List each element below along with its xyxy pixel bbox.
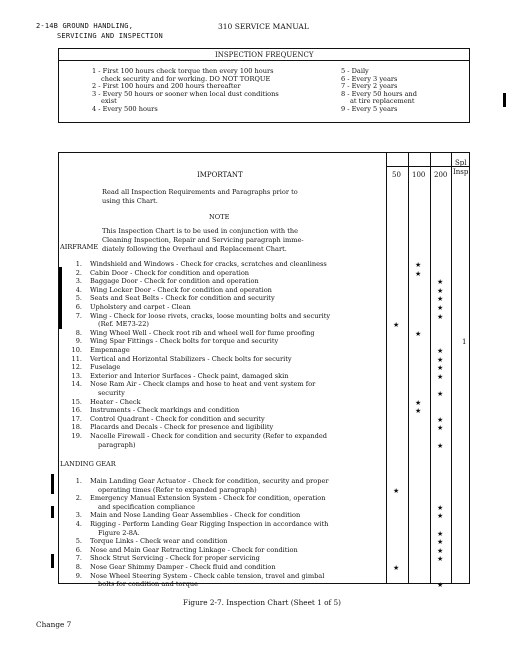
item-description: Upholstery and carpet - Clean — [90, 303, 191, 311]
item-number: 18. — [71, 423, 82, 432]
item-description: Main and Nose Landing Gear Assemblies - Check for condition — [90, 511, 301, 520]
frequency-item: 7 - Every 2 years — [341, 82, 398, 91]
item-number: 9. — [75, 337, 82, 346]
col-divider-200 — [430, 152, 431, 584]
frequency-item: 5 - Daily — [341, 67, 369, 75]
interval-mark-200: ★ — [437, 581, 444, 590]
item-number: 12. — [71, 363, 82, 372]
item-description: Nacelle Firewall - Check for condition and security (Refer to expanded — [90, 432, 327, 440]
item-number: 13. — [71, 371, 82, 380]
intro-line-2: using this Chart. — [102, 197, 158, 205]
item-description: and specification compliance — [98, 502, 196, 511]
interval-mark-50: ★ — [393, 564, 400, 572]
item-description: security — [98, 389, 125, 397]
frequency-item: 3 - Every 50 hours or sooner when local dust conditions — [92, 89, 279, 98]
interval-mark-200: ★ — [437, 304, 444, 312]
col-header-100: 100 — [412, 171, 426, 179]
interval-mark-50: ★ — [393, 486, 400, 495]
interval-mark-200: ★ — [437, 295, 444, 304]
col-header-spl: Spl — [455, 159, 467, 167]
interval-mark-200: ★ — [437, 415, 444, 424]
interval-mark-100: ★ — [415, 398, 422, 407]
interval-mark-200: ★ — [437, 441, 444, 450]
frequency-title: INSPECTION FREQUENCY — [215, 51, 314, 59]
item-description: Baggage Door - Check for condition and operation — [90, 277, 259, 286]
item-number: 3. — [75, 277, 82, 286]
item-description: Figure 2-8A. — [98, 528, 140, 537]
change-bar — [503, 93, 506, 107]
item-number: 16. — [71, 406, 82, 415]
note-line-3: diately following the Overhaul and Replacement Chart. — [102, 245, 287, 253]
item-number: 2. — [75, 268, 82, 277]
interval-mark-200: ★ — [437, 347, 444, 355]
item-description: Vertical and Horizontal Stabilizers - Check bolts for security — [90, 354, 292, 363]
item-number: 5. — [75, 537, 82, 546]
airframe-heading: AIRFRAME — [60, 243, 99, 251]
item-description: Wing Locker Door - Check for condition and operation — [90, 285, 272, 294]
change-bar — [51, 474, 54, 494]
item-number: 9. — [75, 571, 82, 580]
interval-mark-200: ★ — [437, 390, 444, 398]
col-header-200: 200 — [434, 171, 448, 179]
landing-gear-heading: LANDING GEAR — [60, 460, 116, 468]
item-number: 8. — [75, 328, 82, 337]
col-header-50: 50 — [392, 171, 401, 179]
frequency-item: at tire replacement — [350, 97, 415, 106]
item-description: Wing Wheel Well - Check root rib and wheel well for fume proofing — [90, 328, 315, 337]
interval-mark-50: ★ — [393, 321, 400, 330]
interval-mark-100: ★ — [415, 407, 422, 416]
item-description: bolts for condition and torque — [98, 580, 199, 589]
item-description: Main Landing Gear Actuator - Check for condition, security and proper — [90, 477, 329, 485]
item-number: 14. — [71, 380, 82, 389]
item-description: Torque Links - Check wear and condition — [90, 537, 228, 546]
item-description: Rigging - Perform Landing Gear Rigging Inspection in accordance with — [90, 520, 329, 528]
interval-mark-100: ★ — [415, 269, 422, 278]
col-divider-100 — [408, 152, 409, 584]
item-number: 7. — [75, 554, 82, 563]
interval-mark-200: ★ — [437, 278, 444, 287]
interval-mark-200: ★ — [437, 529, 444, 538]
col-divider-spl — [451, 152, 452, 584]
item-description: Control Quadrant - Check for condition and security — [90, 414, 265, 423]
item-description: Fuselage — [90, 363, 121, 372]
note-title: NOTE — [209, 213, 230, 221]
item-number: 4. — [75, 285, 82, 294]
item-number: 1. — [75, 260, 82, 268]
item-number: 6. — [75, 545, 82, 554]
item-number: 1. — [75, 477, 82, 485]
frequency-item: check security and for working. DO NOT TORQUE — [101, 74, 271, 83]
item-description: Cabin Door - Check for condition and operation — [90, 268, 250, 277]
item-description: Exterior and Interior Surfaces - Check paint, damaged skin — [90, 371, 289, 380]
item-number: 5. — [75, 294, 82, 303]
item-number: 3. — [75, 511, 82, 520]
interval-mark-200: ★ — [437, 546, 444, 555]
interval-mark-200: ★ — [437, 312, 444, 321]
interval-mark-200: ★ — [437, 538, 444, 547]
frequency-right-list — [341, 68, 417, 114]
interval-mark-200: ★ — [437, 424, 444, 433]
item-description: Wing - Check for loose rivets, cracks, loose mounting bolts and security — [90, 311, 331, 320]
footer-change: Change 7 — [36, 620, 72, 629]
figure-caption: Figure 2-7. Inspection Chart (Sheet 1 of 5) — [183, 598, 342, 607]
item-number: 6. — [75, 303, 82, 311]
frequency-item: 1 - First 100 hours check torque then every 100 hours — [92, 67, 274, 75]
page-reference — [36, 22, 133, 31]
frequency-title-divider — [58, 60, 470, 61]
special-inspection-code: 1 — [462, 338, 467, 347]
item-number: 10. — [71, 346, 82, 354]
item-description: operating times (Refer to expanded paragraph) — [98, 485, 257, 494]
item-description: Heater - Check — [90, 397, 141, 406]
item-description: (Ref. ME73-22) — [98, 320, 149, 329]
frequency-item: 6 - Every 3 years — [341, 74, 398, 83]
item-number: 8. — [75, 563, 82, 571]
interval-mark-200: ★ — [437, 355, 444, 364]
item-description: Nose Ram Air - Check clamps and hose to heat and vent system for — [90, 380, 316, 389]
col-divider-50 — [386, 152, 387, 584]
item-description: Empennage — [90, 346, 130, 354]
important-heading: IMPORTANT — [197, 171, 243, 179]
frequency-item: 4 - Every 500 hours — [92, 104, 158, 113]
item-description: Instruments - Check markings and condition — [90, 406, 240, 415]
page-number: 2-14B — [36, 22, 59, 30]
item-description: Windshield and Windows - Check for cracks, scratches and cleanliness — [90, 260, 327, 268]
item-description: Seats and Seat Belts - Check for condition and security — [90, 294, 275, 303]
item-description: Wing Spar Fittings - Check bolts for torque and security — [90, 337, 279, 346]
interval-mark-200: ★ — [437, 286, 444, 295]
change-bar — [59, 267, 62, 329]
change-bar — [51, 506, 54, 518]
item-number: 2. — [75, 494, 82, 503]
item-description: Placards and Decals - Check for presence and ligibility — [90, 423, 274, 432]
note-line-2: Cleaning Inspection, Repair and Servicing paragraph imme- — [102, 236, 304, 244]
item-description: Nose Gear Shimmy Damper - Check fluid and condition — [90, 563, 276, 571]
interval-mark-100: ★ — [415, 329, 422, 338]
item-description: Emergency Manual Extension System - Check for condition, operation — [90, 494, 326, 503]
interval-mark-200: ★ — [437, 364, 444, 373]
change-bar — [51, 554, 54, 568]
manual-title: 310 SERVICE MANUAL — [218, 22, 309, 31]
item-number: 19. — [71, 432, 82, 440]
item-number: 4. — [75, 520, 82, 528]
frequency-item: 9 - Every 5 years — [341, 104, 398, 113]
note-line-1: This Inspection Chart is to be used in conjunction with the — [102, 227, 299, 235]
item-number: 7. — [75, 311, 82, 320]
frequency-item: 8 - Every 50 hours and — [341, 89, 418, 98]
item-number: 17. — [71, 414, 82, 423]
item-description: Nose Wheel Steering System - Check cable tension, travel and gimbal — [90, 571, 325, 580]
item-description: Nose and Main Gear Retracting Linkage - Check for condition — [90, 545, 298, 554]
col-header-insp: Insp — [453, 168, 469, 176]
item-number: 11. — [71, 354, 82, 363]
section-title-line1: GROUND HANDLING, — [62, 22, 134, 30]
frequency-item: exist — [101, 97, 117, 106]
item-description: paragraph) — [98, 440, 136, 449]
item-number: 15. — [71, 397, 82, 406]
section-title-line2: SERVICING AND INSPECTION — [57, 32, 163, 40]
frequency-left-list — [92, 68, 279, 114]
item-description: Shock Strut Servicing - Check for proper servicing — [90, 554, 260, 563]
interval-mark-200: ★ — [437, 503, 444, 512]
interval-mark-200: ★ — [437, 372, 444, 381]
interval-mark-100: ★ — [415, 261, 422, 269]
interval-mark-200: ★ — [437, 555, 444, 564]
intro-line-1: Read all Inspection Requirements and Paragraphs prior to — [102, 188, 298, 196]
interval-mark-200: ★ — [437, 512, 444, 521]
frequency-item: 2 - First 100 hours and 200 hours thereafter — [92, 82, 241, 91]
